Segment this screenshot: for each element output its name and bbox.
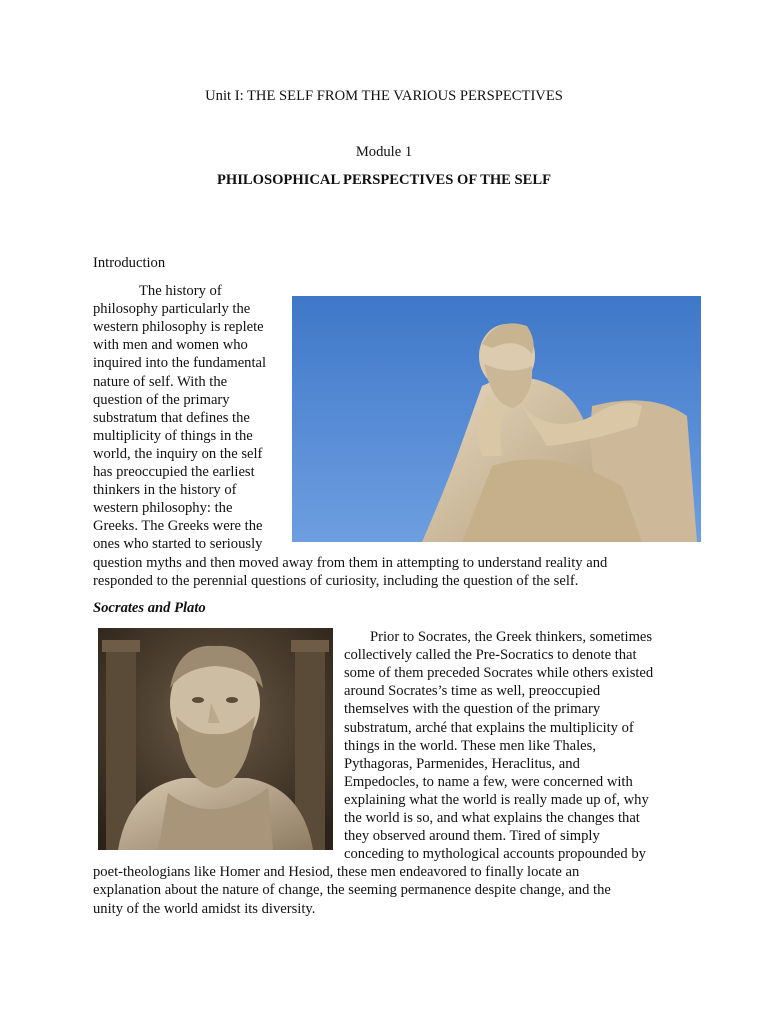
socrates-section-line: unity of the world amidst its diversity. — [93, 900, 316, 917]
module-label: Module 1 — [355, 144, 413, 160]
introduction-line: question myths and then moved away from them in attempting to understand reality and — [93, 554, 608, 571]
introduction-line: The history of — [139, 283, 222, 299]
seated-philosopher-statue-image — [292, 296, 701, 542]
introduction-line: ones who started to seriously — [93, 536, 263, 553]
introduction-line: western philosophy: the — [93, 500, 233, 517]
socrates-section-line: around Socrates’s time as well, preoccupied — [344, 683, 601, 700]
socrates-section-line: explanation about the nature of change, the seeming permanence despite change, and the — [93, 882, 611, 899]
socrates-section-line: explaining what the world is really made up of, why — [344, 791, 649, 808]
introduction-line: has preoccupied the earliest — [93, 464, 255, 480]
socrates-section-line: themselves with the question of the primary — [344, 701, 601, 718]
introduction-line: with men and women who — [93, 337, 248, 354]
socrates-section-line: Pythagoras, Parmenides, Heraclitus, and — [344, 755, 580, 772]
introduction-line: multiplicity of things in the — [93, 427, 253, 444]
introduction-line: philosophy particularly the — [93, 301, 251, 318]
introduction-heading: Introduction — [93, 255, 166, 271]
socrates-section-line: Empedocles, to name a few, were concerned with — [344, 773, 633, 790]
introduction-line: thinkers in the history of — [93, 482, 237, 499]
socrates-and-plato-heading: Socrates and Plato — [93, 600, 206, 616]
introduction-line: substratum that defines the — [93, 409, 250, 426]
socrates-section-line: poet-theologians like Homer and Hesiod, these men endeavored to finally locate an — [93, 864, 580, 881]
socrates-section-line: collectively called the Pre-Socratics to denote that — [344, 647, 637, 664]
socrates-section-line: substratum, arché that explains the multiplicity of — [344, 719, 634, 736]
socrates-section-line: Prior to Socrates, the Greek thinkers, sometimes — [370, 629, 653, 645]
unit-heading: Unit I: THE SELF FROM THE VARIOUS PERSPECTIVES — [205, 88, 563, 104]
socrates-section-line: the world is so, and what explains the changes that — [344, 810, 640, 826]
module-title: PHILOSOPHICAL PERSPECTIVES OF THE SELF — [216, 172, 552, 188]
introduction-line: Greeks. The Greeks were the — [93, 518, 263, 535]
introduction-line: western philosophy is replete — [93, 319, 264, 336]
socrates-section-line: they observed around them. Tired of simply — [344, 828, 600, 845]
introduction-line: nature of self. With the — [93, 373, 228, 390]
introduction-line: responded to the perennial questions of curiosity, including the question of the self. — [93, 572, 579, 589]
socrates-section-line: some of them preceded Socrates while others existed — [344, 665, 654, 682]
introduction-line: inquired into the fundamental — [93, 355, 267, 372]
socrates-section-line: things in the world. These men like Thales, — [344, 737, 596, 754]
introduction-line: world, the inquiry on the self — [93, 445, 263, 462]
introduction-line: question of the primary — [93, 391, 230, 408]
socrates-section-line: conceding to mythological accounts propounded by — [344, 846, 646, 863]
philosopher-bust-image — [98, 628, 333, 850]
